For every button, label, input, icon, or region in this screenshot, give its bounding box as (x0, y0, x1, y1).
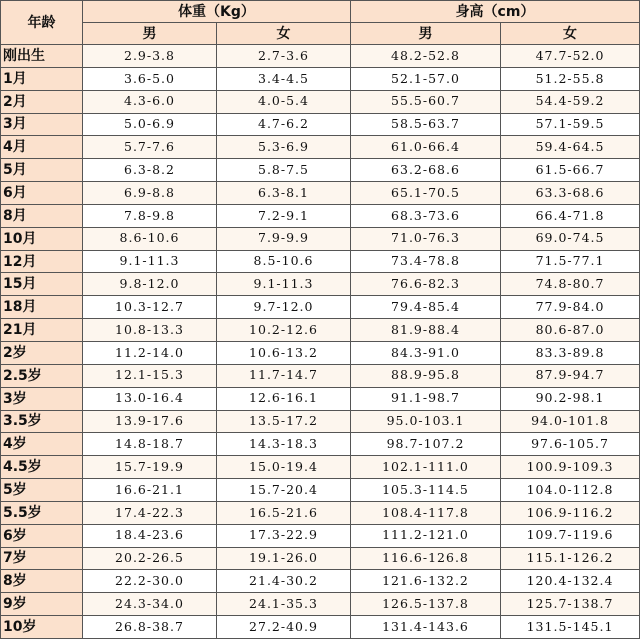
height-male-cell: 84.3-91.0 (351, 341, 501, 364)
height-male-cell: 71.0-76.3 (351, 227, 501, 250)
age-cell: 6月 (1, 182, 83, 205)
height-female-cell: 63.3-68.6 (501, 182, 640, 205)
weight-female-cell: 11.7-14.7 (217, 364, 351, 387)
height-male-cell: 58.5-63.7 (351, 113, 501, 136)
weight-female-cell: 14.3-18.3 (217, 433, 351, 456)
weight-female-cell: 10.2-12.6 (217, 319, 351, 342)
weight-female-cell: 6.3-8.1 (217, 182, 351, 205)
height-male-cell: 88.9-95.8 (351, 364, 501, 387)
height-female-header: 女 (501, 23, 640, 45)
age-cell: 2月 (1, 90, 83, 113)
weight-male-cell: 6.9-8.8 (83, 182, 217, 205)
weight-male-cell: 20.2-26.5 (83, 547, 217, 570)
weight-male-cell: 10.8-13.3 (83, 319, 217, 342)
weight-female-cell: 16.5-21.6 (217, 501, 351, 524)
weight-male-cell: 24.3-34.0 (83, 593, 217, 616)
height-male-cell: 98.7-107.2 (351, 433, 501, 456)
age-cell: 2.5岁 (1, 364, 83, 387)
height-female-cell: 57.1-59.5 (501, 113, 640, 136)
age-cell: 5.5岁 (1, 501, 83, 524)
table-row (1, 364, 640, 387)
weight-female-cell: 5.3-6.9 (217, 136, 351, 159)
age-cell: 18月 (1, 296, 83, 319)
weight-female-cell: 9.1-11.3 (217, 273, 351, 296)
table-row (1, 182, 640, 205)
weight-male-cell: 5.0-6.9 (83, 113, 217, 136)
age-cell: 4.5岁 (1, 456, 83, 479)
height-male-cell: 131.4-143.6 (351, 616, 501, 639)
height-male-cell: 55.5-60.7 (351, 90, 501, 113)
height-female-cell: 83.3-89.8 (501, 341, 640, 364)
height-female-cell: 66.4-71.8 (501, 204, 640, 227)
weight-female-cell: 12.6-16.1 (217, 387, 351, 410)
weight-female-cell: 17.3-22.9 (217, 524, 351, 547)
age-header: 年龄 (1, 1, 83, 45)
age-cell: 2岁 (1, 341, 83, 364)
height-male-cell: 111.2-121.0 (351, 524, 501, 547)
weight-female-cell: 8.5-10.6 (217, 250, 351, 273)
height-female-cell: 71.5-77.1 (501, 250, 640, 273)
table-row (1, 67, 640, 90)
height-female-cell: 106.9-116.2 (501, 501, 640, 524)
header-row-sex (1, 23, 640, 45)
table-row (1, 456, 640, 479)
height-female-cell: 120.4-132.4 (501, 570, 640, 593)
age-cell: 3.5岁 (1, 410, 83, 433)
weight-female-cell: 15.7-20.4 (217, 479, 351, 502)
weight-male-cell: 13.0-16.4 (83, 387, 217, 410)
height-male-cell: 105.3-114.5 (351, 479, 501, 502)
weight-header: 体重（Kg） (83, 1, 351, 23)
height-female-cell: 54.4-59.2 (501, 90, 640, 113)
weight-male-cell: 12.1-15.3 (83, 364, 217, 387)
weight-female-cell: 15.0-19.4 (217, 456, 351, 479)
height-male-cell: 95.0-103.1 (351, 410, 501, 433)
height-female-cell: 47.7-52.0 (501, 45, 640, 68)
height-male-cell: 68.3-73.6 (351, 204, 501, 227)
height-male-header: 男 (351, 23, 501, 45)
age-cell: 8月 (1, 204, 83, 227)
table-row (1, 524, 640, 547)
weight-male-cell: 6.3-8.2 (83, 159, 217, 182)
height-female-cell: 87.9-94.7 (501, 364, 640, 387)
height-male-cell: 73.4-78.8 (351, 250, 501, 273)
table-row (1, 616, 640, 639)
height-female-cell: 69.0-74.5 (501, 227, 640, 250)
table-row (1, 410, 640, 433)
weight-male-cell: 15.7-19.9 (83, 456, 217, 479)
age-cell: 4岁 (1, 433, 83, 456)
weight-female-header: 女 (217, 23, 351, 45)
weight-male-cell: 9.1-11.3 (83, 250, 217, 273)
table-row (1, 593, 640, 616)
table-row (1, 136, 640, 159)
weight-male-cell: 5.7-7.6 (83, 136, 217, 159)
table-row (1, 570, 640, 593)
weight-female-cell: 10.6-13.2 (217, 341, 351, 364)
height-male-cell: 108.4-117.8 (351, 501, 501, 524)
height-female-cell: 100.9-109.3 (501, 456, 640, 479)
age-cell: 10月 (1, 227, 83, 250)
table-row (1, 273, 640, 296)
age-cell: 9岁 (1, 593, 83, 616)
age-cell: 12月 (1, 250, 83, 273)
weight-male-header: 男 (83, 23, 217, 45)
height-female-cell: 104.0-112.8 (501, 479, 640, 502)
age-cell: 8岁 (1, 570, 83, 593)
age-cell: 5岁 (1, 479, 83, 502)
age-cell: 6岁 (1, 524, 83, 547)
height-male-cell: 63.2-68.6 (351, 159, 501, 182)
table-body (1, 45, 640, 639)
weight-male-cell: 7.8-9.8 (83, 204, 217, 227)
height-female-cell: 80.6-87.0 (501, 319, 640, 342)
height-female-cell: 94.0-101.8 (501, 410, 640, 433)
weight-female-cell: 7.9-9.9 (217, 227, 351, 250)
weight-female-cell: 4.0-5.4 (217, 90, 351, 113)
weight-male-cell: 3.6-5.0 (83, 67, 217, 90)
height-male-cell: 102.1-111.0 (351, 456, 501, 479)
height-female-cell: 97.6-105.7 (501, 433, 640, 456)
table-row (1, 341, 640, 364)
height-male-cell: 126.5-137.8 (351, 593, 501, 616)
age-cell: 刚出生 (1, 45, 83, 68)
age-cell: 3月 (1, 113, 83, 136)
height-male-cell: 79.4-85.4 (351, 296, 501, 319)
table-row (1, 547, 640, 570)
weight-male-cell: 11.2-14.0 (83, 341, 217, 364)
weight-male-cell: 17.4-22.3 (83, 501, 217, 524)
weight-female-cell: 24.1-35.3 (217, 593, 351, 616)
weight-male-cell: 18.4-23.6 (83, 524, 217, 547)
height-female-cell: 59.4-64.5 (501, 136, 640, 159)
age-cell: 21月 (1, 319, 83, 342)
table-row (1, 433, 640, 456)
table-row (1, 159, 640, 182)
weight-male-cell: 13.9-17.6 (83, 410, 217, 433)
table-row (1, 250, 640, 273)
table-row (1, 204, 640, 227)
weight-female-cell: 19.1-26.0 (217, 547, 351, 570)
weight-female-cell: 4.7-6.2 (217, 113, 351, 136)
age-cell: 7岁 (1, 547, 83, 570)
height-male-cell: 48.2-52.8 (351, 45, 501, 68)
weight-female-cell: 27.2-40.9 (217, 616, 351, 639)
weight-male-cell: 2.9-3.8 (83, 45, 217, 68)
table-row (1, 479, 640, 502)
age-cell: 3岁 (1, 387, 83, 410)
table-row (1, 45, 640, 68)
height-female-cell: 109.7-119.6 (501, 524, 640, 547)
height-male-cell: 76.6-82.3 (351, 273, 501, 296)
height-female-cell: 125.7-138.7 (501, 593, 640, 616)
weight-male-cell: 16.6-21.1 (83, 479, 217, 502)
weight-female-cell: 7.2-9.1 (217, 204, 351, 227)
table-row (1, 501, 640, 524)
table-row (1, 227, 640, 250)
height-female-cell: 61.5-66.7 (501, 159, 640, 182)
table-row (1, 319, 640, 342)
table-row (1, 296, 640, 319)
table-header (1, 1, 640, 45)
age-cell: 10岁 (1, 616, 83, 639)
weight-male-cell: 22.2-30.0 (83, 570, 217, 593)
height-male-cell: 65.1-70.5 (351, 182, 501, 205)
height-male-cell: 116.6-126.8 (351, 547, 501, 570)
header-row-main (1, 1, 640, 23)
weight-male-cell: 4.3-6.0 (83, 90, 217, 113)
weight-female-cell: 13.5-17.2 (217, 410, 351, 433)
height-male-cell: 91.1-98.7 (351, 387, 501, 410)
height-female-cell: 77.9-84.0 (501, 296, 640, 319)
weight-male-cell: 26.8-38.7 (83, 616, 217, 639)
height-female-cell: 74.8-80.7 (501, 273, 640, 296)
age-cell: 15月 (1, 273, 83, 296)
weight-female-cell: 2.7-3.6 (217, 45, 351, 68)
height-male-cell: 61.0-66.4 (351, 136, 501, 159)
height-male-cell: 81.9-88.4 (351, 319, 501, 342)
weight-female-cell: 21.4-30.2 (217, 570, 351, 593)
weight-male-cell: 10.3-12.7 (83, 296, 217, 319)
table-row (1, 113, 640, 136)
height-header: 身高（cm） (351, 1, 640, 23)
weight-male-cell: 8.6-10.6 (83, 227, 217, 250)
height-male-cell: 121.6-132.2 (351, 570, 501, 593)
table-row (1, 387, 640, 410)
weight-female-cell: 3.4-4.5 (217, 67, 351, 90)
age-cell: 1月 (1, 67, 83, 90)
height-female-cell: 115.1-126.2 (501, 547, 640, 570)
weight-male-cell: 9.8-12.0 (83, 273, 217, 296)
table-row (1, 90, 640, 113)
height-female-cell: 90.2-98.1 (501, 387, 640, 410)
weight-male-cell: 14.8-18.7 (83, 433, 217, 456)
weight-female-cell: 5.8-7.5 (217, 159, 351, 182)
age-cell: 5月 (1, 159, 83, 182)
height-female-cell: 131.5-145.1 (501, 616, 640, 639)
height-female-cell: 51.2-55.8 (501, 67, 640, 90)
height-male-cell: 52.1-57.0 (351, 67, 501, 90)
weight-female-cell: 9.7-12.0 (217, 296, 351, 319)
age-cell: 4月 (1, 136, 83, 159)
